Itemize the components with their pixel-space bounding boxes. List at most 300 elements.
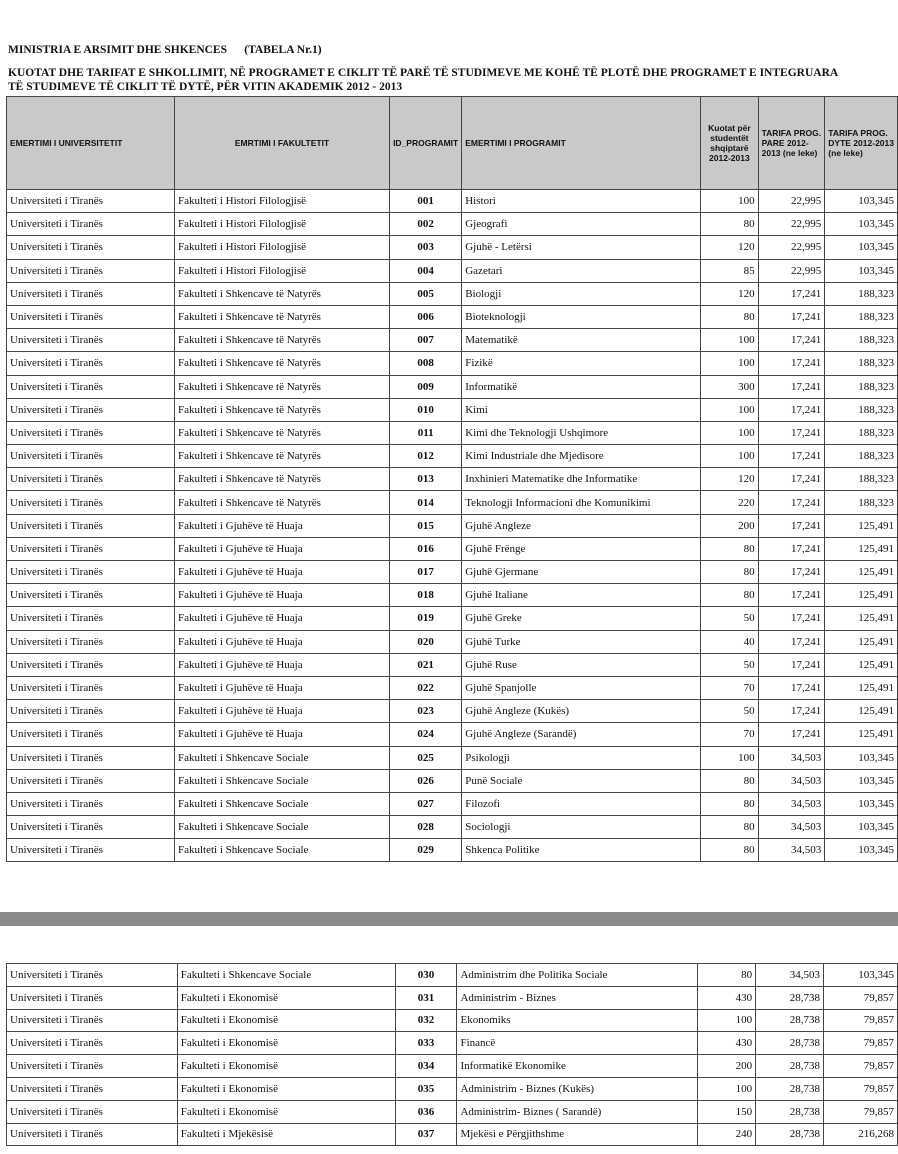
cell-university: Universiteti i Tiranës [7, 190, 175, 213]
cell-faculty: Fakulteti i Gjuhëve të Huaja [174, 561, 389, 584]
cell-faculty: Fakulteti i Shkencave Sociale [174, 769, 389, 792]
cell-university: Universiteti i Tiranës [7, 986, 178, 1009]
cell-university: Universiteti i Tiranës [7, 213, 175, 236]
cell-fee-first-cycle: 34,503 [758, 816, 825, 839]
table-row [7, 792, 898, 815]
cell-program-name: Ekonomiks [457, 1009, 698, 1032]
cell-quota: 80 [701, 537, 758, 560]
cell-fee-first-cycle: 17,241 [758, 375, 825, 398]
cell-fee-first-cycle: 34,503 [758, 839, 825, 862]
cell-fee-first-cycle: 17,241 [758, 282, 825, 305]
table-row [7, 1009, 898, 1032]
cell-fee-first-cycle: 17,241 [758, 584, 825, 607]
table-row [7, 700, 898, 723]
cell-fee-first-cycle: 17,241 [758, 723, 825, 746]
cell-quota: 80 [701, 305, 758, 328]
cell-program-name: Inxhinieri Matematike dhe Informatike [462, 468, 701, 491]
cell-fee-second-cycle: 125,491 [825, 561, 898, 584]
cell-fee-second-cycle: 188,323 [825, 329, 898, 352]
cell-program-name: Punë Sociale [462, 769, 701, 792]
cell-faculty: Fakulteti i Shkencave të Natyrës [174, 329, 389, 352]
cell-university: Universiteti i Tiranës [7, 676, 175, 699]
table-row [7, 282, 898, 305]
cell-fee-second-cycle: 103,345 [825, 213, 898, 236]
table-body-page2 [7, 964, 898, 1146]
cell-faculty: Fakulteti i Ekonomisë [177, 1032, 395, 1055]
cell-quota: 200 [698, 1055, 756, 1078]
table-row [7, 1055, 898, 1078]
table-row [7, 964, 898, 987]
cell-program-id: 008 [390, 352, 462, 375]
cell-quota: 80 [701, 584, 758, 607]
table-row [7, 259, 898, 282]
cell-fee-second-cycle: 125,491 [825, 630, 898, 653]
cell-program-id: 018 [390, 584, 462, 607]
table-row [7, 986, 898, 1009]
cell-program-name: Biologji [462, 282, 701, 305]
cell-quota: 100 [698, 1077, 756, 1100]
col-program-name: EMERTIMI I PROGRAMIT [462, 97, 701, 190]
col-fee-second-cycle: TARIFA PROG. DYTE 2012-2013 (ne leke) [825, 97, 898, 190]
cell-fee-second-cycle: 103,345 [825, 746, 898, 769]
table-row [7, 352, 898, 375]
cell-fee-first-cycle: 17,241 [758, 607, 825, 630]
cell-quota: 430 [698, 1032, 756, 1055]
cell-program-name: Shkenca Politike [462, 839, 701, 862]
cell-faculty: Fakulteti i Ekonomisë [177, 986, 395, 1009]
cell-quota: 300 [701, 375, 758, 398]
cell-program-id: 028 [390, 816, 462, 839]
cell-fee-second-cycle: 188,323 [825, 445, 898, 468]
cell-faculty: Fakulteti i Histori Filologjisë [174, 259, 389, 282]
cell-university: Universiteti i Tiranës [7, 514, 175, 537]
cell-fee-first-cycle: 34,503 [758, 769, 825, 792]
cell-program-name: Administrim - Biznes [457, 986, 698, 1009]
cell-fee-second-cycle: 103,345 [825, 236, 898, 259]
cell-university: Universiteti i Tiranës [7, 305, 175, 328]
cell-fee-second-cycle: 188,323 [825, 468, 898, 491]
cell-program-id: 021 [390, 653, 462, 676]
cell-fee-first-cycle: 28,738 [756, 1032, 824, 1055]
cell-quota: 200 [701, 514, 758, 537]
cell-program-id: 034 [395, 1055, 457, 1078]
document-title-line2: TË STUDIMEVE TË CIKLIT TË DYTË, PËR VITIN AKADEMIK 2012 - 2013 [8, 81, 403, 93]
cell-program-id: 014 [390, 491, 462, 514]
cell-university: Universiteti i Tiranës [7, 421, 175, 444]
cell-quota: 50 [701, 653, 758, 676]
cell-program-id: 033 [395, 1032, 457, 1055]
cell-fee-second-cycle: 216,268 [824, 1123, 898, 1146]
cell-faculty: Fakulteti i Gjuhëve të Huaja [174, 607, 389, 630]
cell-program-id: 001 [390, 190, 462, 213]
table-row [7, 190, 898, 213]
cell-fee-first-cycle: 17,241 [758, 305, 825, 328]
cell-program-id: 015 [390, 514, 462, 537]
cell-university: Universiteti i Tiranës [7, 236, 175, 259]
cell-quota: 240 [698, 1123, 756, 1146]
cell-faculty: Fakulteti i Gjuhëve të Huaja [174, 653, 389, 676]
cell-fee-second-cycle: 103,345 [825, 792, 898, 815]
cell-program-id: 027 [390, 792, 462, 815]
cell-program-name: Gjuhë Turke [462, 630, 701, 653]
cell-fee-first-cycle: 34,503 [758, 746, 825, 769]
cell-program-id: 026 [390, 769, 462, 792]
table-row [7, 1077, 898, 1100]
cell-program-name: Bioteknologji [462, 305, 701, 328]
cell-fee-first-cycle: 22,995 [758, 213, 825, 236]
table-row [7, 537, 898, 560]
cell-faculty: Fakulteti i Shkencave Sociale [174, 816, 389, 839]
cell-university: Universiteti i Tiranës [7, 723, 175, 746]
cell-fee-second-cycle: 188,323 [825, 421, 898, 444]
cell-faculty: Fakulteti i Gjuhëve të Huaja [174, 537, 389, 560]
cell-fee-first-cycle: 22,995 [758, 190, 825, 213]
cell-program-id: 020 [390, 630, 462, 653]
cell-fee-second-cycle: 125,491 [825, 537, 898, 560]
cell-fee-second-cycle: 188,323 [825, 398, 898, 421]
cell-program-name: Gjuhë Spanjolle [462, 676, 701, 699]
cell-program-name: Mjekësi e Përgjithshme [457, 1123, 698, 1146]
cell-program-id: 035 [395, 1077, 457, 1100]
table-row [7, 1100, 898, 1123]
cell-faculty: Fakulteti i Shkencave të Natyrës [174, 491, 389, 514]
cell-quota: 70 [701, 723, 758, 746]
cell-program-name: Sociologji [462, 816, 701, 839]
cell-fee-first-cycle: 28,738 [756, 1123, 824, 1146]
cell-faculty: Fakulteti i Shkencave të Natyrës [174, 375, 389, 398]
cell-university: Universiteti i Tiranës [7, 445, 175, 468]
cell-university: Universiteti i Tiranës [7, 839, 175, 862]
cell-university: Universiteti i Tiranës [7, 537, 175, 560]
cell-university: Universiteti i Tiranës [7, 816, 175, 839]
table-row [7, 213, 898, 236]
table-row [7, 514, 898, 537]
table-row [7, 630, 898, 653]
cell-fee-second-cycle: 79,857 [824, 1032, 898, 1055]
quota-fee-table-continued [6, 963, 898, 1146]
cell-faculty: Fakulteti i Ekonomisë [177, 1009, 395, 1032]
cell-faculty: Fakulteti i Ekonomisë [177, 1055, 395, 1078]
cell-fee-second-cycle: 125,491 [825, 676, 898, 699]
cell-program-id: 025 [390, 746, 462, 769]
cell-quota: 100 [701, 352, 758, 375]
cell-quota: 50 [701, 607, 758, 630]
cell-program-name: Informatikë Ekonomike [457, 1055, 698, 1078]
cell-faculty: Fakulteti i Gjuhëve të Huaja [174, 514, 389, 537]
cell-fee-first-cycle: 17,241 [758, 329, 825, 352]
cell-program-name: Gjeografi [462, 213, 701, 236]
table-row [7, 561, 898, 584]
cell-faculty: Fakulteti i Ekonomisë [177, 1077, 395, 1100]
cell-fee-first-cycle: 17,241 [758, 421, 825, 444]
cell-fee-first-cycle: 17,241 [758, 561, 825, 584]
cell-fee-second-cycle: 188,323 [825, 305, 898, 328]
cell-fee-second-cycle: 188,323 [825, 375, 898, 398]
cell-quota: 80 [701, 816, 758, 839]
cell-quota: 80 [701, 792, 758, 815]
cell-university: Universiteti i Tiranës [7, 329, 175, 352]
cell-fee-second-cycle: 103,345 [825, 816, 898, 839]
cell-faculty: Fakulteti i Mjekësisë [177, 1123, 395, 1146]
col-university: EMERTIMI I UNIVERSITETIT [7, 97, 175, 190]
col-fee-first-cycle: TARIFA PROG. PARE 2012-2013 (ne leke) [758, 97, 825, 190]
table-row [7, 491, 898, 514]
cell-program-name: Administrim - Biznes (Kukës) [457, 1077, 698, 1100]
cell-fee-second-cycle: 103,345 [825, 769, 898, 792]
cell-university: Universiteti i Tiranës [7, 1032, 178, 1055]
cell-university: Universiteti i Tiranës [7, 352, 175, 375]
cell-quota: 120 [701, 236, 758, 259]
cell-fee-second-cycle: 79,857 [824, 1009, 898, 1032]
table-row [7, 839, 898, 862]
col-quota: Kuotat për studentët shqiptarë 2012-2013 [701, 97, 758, 190]
cell-university: Universiteti i Tiranës [7, 282, 175, 305]
cell-university: Universiteti i Tiranës [7, 1123, 178, 1146]
cell-fee-first-cycle: 22,995 [758, 236, 825, 259]
cell-program-id: 037 [395, 1123, 457, 1146]
cell-program-name: Matematikë [462, 329, 701, 352]
cell-faculty: Fakulteti i Histori Filologjisë [174, 213, 389, 236]
cell-program-id: 003 [390, 236, 462, 259]
cell-program-name: Gjuhë Frënge [462, 537, 701, 560]
cell-fee-second-cycle: 125,491 [825, 653, 898, 676]
cell-fee-second-cycle: 79,857 [824, 1077, 898, 1100]
cell-faculty: Fakulteti i Histori Filologjisë [174, 190, 389, 213]
table-row [7, 676, 898, 699]
cell-faculty: Fakulteti i Shkencave Sociale [174, 839, 389, 862]
cell-fee-first-cycle: 28,738 [756, 1009, 824, 1032]
cell-program-id: 012 [390, 445, 462, 468]
cell-program-name: Gjuhë Greke [462, 607, 701, 630]
cell-university: Universiteti i Tiranës [7, 746, 175, 769]
cell-faculty: Fakulteti i Shkencave Sociale [177, 964, 395, 987]
cell-fee-second-cycle: 125,491 [825, 584, 898, 607]
cell-faculty: Fakulteti i Gjuhëve të Huaja [174, 630, 389, 653]
table-row [7, 329, 898, 352]
table-row [7, 305, 898, 328]
cell-program-name: Kimi dhe Teknologji Ushqimore [462, 421, 701, 444]
cell-program-id: 023 [390, 700, 462, 723]
cell-quota: 80 [701, 213, 758, 236]
cell-program-name: Administrim- Biznes ( Sarandë) [457, 1100, 698, 1123]
cell-fee-first-cycle: 28,738 [756, 1100, 824, 1123]
cell-fee-second-cycle: 125,491 [825, 514, 898, 537]
cell-program-name: Gjuhë Angleze (Kukës) [462, 700, 701, 723]
cell-quota: 430 [698, 986, 756, 1009]
cell-university: Universiteti i Tiranës [7, 769, 175, 792]
cell-program-name: Kimi Industriale dhe Mjedisore [462, 445, 701, 468]
cell-program-id: 006 [390, 305, 462, 328]
cell-faculty: Fakulteti i Shkencave të Natyrës [174, 305, 389, 328]
cell-quota: 100 [701, 746, 758, 769]
cell-university: Universiteti i Tiranës [7, 398, 175, 421]
cell-fee-second-cycle: 125,491 [825, 723, 898, 746]
cell-program-name: Gjuhë - Letërsi [462, 236, 701, 259]
cell-fee-second-cycle: 103,345 [825, 839, 898, 862]
cell-fee-first-cycle: 17,241 [758, 676, 825, 699]
cell-university: Universiteti i Tiranës [7, 792, 175, 815]
cell-quota: 85 [701, 259, 758, 282]
cell-university: Universiteti i Tiranës [7, 1077, 178, 1100]
cell-quota: 150 [698, 1100, 756, 1123]
table-row [7, 398, 898, 421]
cell-faculty: Fakulteti i Ekonomisë [177, 1100, 395, 1123]
cell-fee-first-cycle: 28,738 [756, 1077, 824, 1100]
cell-quota: 80 [701, 839, 758, 862]
cell-quota: 100 [701, 190, 758, 213]
table-row [7, 1123, 898, 1146]
cell-university: Universiteti i Tiranës [7, 607, 175, 630]
table-row [7, 584, 898, 607]
cell-university: Universiteti i Tiranës [7, 561, 175, 584]
cell-program-name: Fizikë [462, 352, 701, 375]
cell-program-id: 011 [390, 421, 462, 444]
cell-university: Universiteti i Tiranës [7, 700, 175, 723]
cell-fee-second-cycle: 188,323 [825, 282, 898, 305]
cell-university: Universiteti i Tiranës [7, 1055, 178, 1078]
cell-university: Universiteti i Tiranës [7, 468, 175, 491]
cell-program-id: 022 [390, 676, 462, 699]
cell-fee-first-cycle: 17,241 [758, 700, 825, 723]
cell-fee-second-cycle: 188,323 [825, 491, 898, 514]
cell-faculty: Fakulteti i Shkencave të Natyrës [174, 398, 389, 421]
cell-program-name: Kimi [462, 398, 701, 421]
cell-faculty: Fakulteti i Gjuhëve të Huaja [174, 700, 389, 723]
cell-program-id: 010 [390, 398, 462, 421]
cell-program-id: 009 [390, 375, 462, 398]
cell-fee-first-cycle: 17,241 [758, 352, 825, 375]
cell-fee-second-cycle: 79,857 [824, 986, 898, 1009]
cell-quota: 80 [698, 964, 756, 987]
cell-program-id: 005 [390, 282, 462, 305]
cell-fee-second-cycle: 79,857 [824, 1100, 898, 1123]
cell-faculty: Fakulteti i Gjuhëve të Huaja [174, 676, 389, 699]
cell-quota: 120 [701, 282, 758, 305]
cell-program-name: Gazetari [462, 259, 701, 282]
table-row [7, 1032, 898, 1055]
cell-program-name: Filozofi [462, 792, 701, 815]
cell-university: Universiteti i Tiranës [7, 1009, 178, 1032]
cell-quota: 220 [701, 491, 758, 514]
table-row [7, 723, 898, 746]
cell-program-id: 004 [390, 259, 462, 282]
table-row [7, 421, 898, 444]
cell-faculty: Fakulteti i Shkencave të Natyrës [174, 468, 389, 491]
cell-fee-second-cycle: 125,491 [825, 607, 898, 630]
cell-quota: 100 [701, 329, 758, 352]
col-program-id: ID_PROGRAMIT [390, 97, 462, 190]
cell-program-id: 036 [395, 1100, 457, 1123]
table-row [7, 468, 898, 491]
cell-quota: 50 [701, 700, 758, 723]
cell-fee-first-cycle: 17,241 [758, 468, 825, 491]
cell-program-name: Gjuhë Angleze (Sarandë) [462, 723, 701, 746]
table-row [7, 746, 898, 769]
cell-program-id: 019 [390, 607, 462, 630]
ministry-heading [8, 44, 322, 56]
cell-fee-first-cycle: 17,241 [758, 630, 825, 653]
cell-program-id: 029 [390, 839, 462, 862]
cell-fee-second-cycle: 103,345 [825, 190, 898, 213]
cell-quota: 80 [701, 561, 758, 584]
cell-quota: 100 [701, 445, 758, 468]
cell-faculty: Fakulteti i Shkencave të Natyrës [174, 282, 389, 305]
cell-quota: 80 [701, 769, 758, 792]
cell-fee-first-cycle: 34,503 [756, 964, 824, 987]
cell-fee-second-cycle: 103,345 [824, 964, 898, 987]
cell-faculty: Fakulteti i Shkencave Sociale [174, 792, 389, 815]
cell-fee-first-cycle: 22,995 [758, 259, 825, 282]
cell-program-name: Gjuhë Angleze [462, 514, 701, 537]
cell-program-name: Gjuhë Italiane [462, 584, 701, 607]
cell-program-name: Gjuhë Gjermane [462, 561, 701, 584]
cell-faculty: Fakulteti i Shkencave Sociale [174, 746, 389, 769]
cell-university: Universiteti i Tiranës [7, 964, 178, 987]
cell-quota: 100 [701, 398, 758, 421]
cell-fee-first-cycle: 28,738 [756, 986, 824, 1009]
cell-fee-first-cycle: 17,241 [758, 445, 825, 468]
cell-program-id: 002 [390, 213, 462, 236]
page-break-band [0, 912, 898, 926]
table-row [7, 653, 898, 676]
cell-program-name: Financë [457, 1032, 698, 1055]
cell-university: Universiteti i Tiranës [7, 375, 175, 398]
table-row [7, 607, 898, 630]
quota-fee-table [6, 96, 898, 862]
cell-quota: 100 [701, 421, 758, 444]
cell-program-name: Gjuhë Ruse [462, 653, 701, 676]
cell-university: Universiteti i Tiranës [7, 491, 175, 514]
cell-program-id: 013 [390, 468, 462, 491]
cell-program-name: Informatikë [462, 375, 701, 398]
cell-fee-first-cycle: 17,241 [758, 398, 825, 421]
ministry-name: MINISTRIA E ARSIMIT DHE SHKENCES [8, 44, 227, 56]
cell-program-id: 030 [395, 964, 457, 987]
cell-fee-first-cycle: 28,738 [756, 1055, 824, 1078]
cell-fee-first-cycle: 34,503 [758, 792, 825, 815]
table-row [7, 769, 898, 792]
cell-faculty: Fakulteti i Gjuhëve të Huaja [174, 584, 389, 607]
cell-fee-first-cycle: 17,241 [758, 514, 825, 537]
cell-quota: 120 [701, 468, 758, 491]
cell-fee-second-cycle: 188,323 [825, 352, 898, 375]
cell-faculty: Fakulteti i Shkencave të Natyrës [174, 445, 389, 468]
cell-faculty: Fakulteti i Shkencave të Natyrës [174, 352, 389, 375]
cell-program-id: 017 [390, 561, 462, 584]
table-header-row [7, 97, 898, 190]
cell-program-name: Teknologji Informacioni dhe Komunikimi [462, 491, 701, 514]
cell-quota: 100 [698, 1009, 756, 1032]
cell-faculty: Fakulteti i Shkencave të Natyrës [174, 421, 389, 444]
cell-program-id: 031 [395, 986, 457, 1009]
cell-fee-second-cycle: 79,857 [824, 1055, 898, 1078]
cell-program-name: Histori [462, 190, 701, 213]
document-title-line1: KUOTAT DHE TARIFAT E SHKOLLIMIT, NË PROGRAMET E CIKLIT TË PARË TË STUDIMEVE ME KOHË TË PLOTË DHE PROGRAMET E INTEGRUARA [8, 67, 839, 79]
table-label: (TABELA Nr.1) [244, 44, 322, 56]
col-faculty: EMRTIMI I FAKULTETIT [174, 97, 389, 190]
cell-program-name: Administrim dhe Politika Sociale [457, 964, 698, 987]
cell-quota: 40 [701, 630, 758, 653]
cell-university: Universiteti i Tiranës [7, 584, 175, 607]
cell-fee-first-cycle: 17,241 [758, 653, 825, 676]
table-body-page1 [7, 190, 898, 862]
cell-program-id: 007 [390, 329, 462, 352]
cell-program-id: 016 [390, 537, 462, 560]
table-row [7, 816, 898, 839]
cell-university: Universiteti i Tiranës [7, 259, 175, 282]
cell-program-name: Psikologji [462, 746, 701, 769]
cell-fee-second-cycle: 125,491 [825, 700, 898, 723]
